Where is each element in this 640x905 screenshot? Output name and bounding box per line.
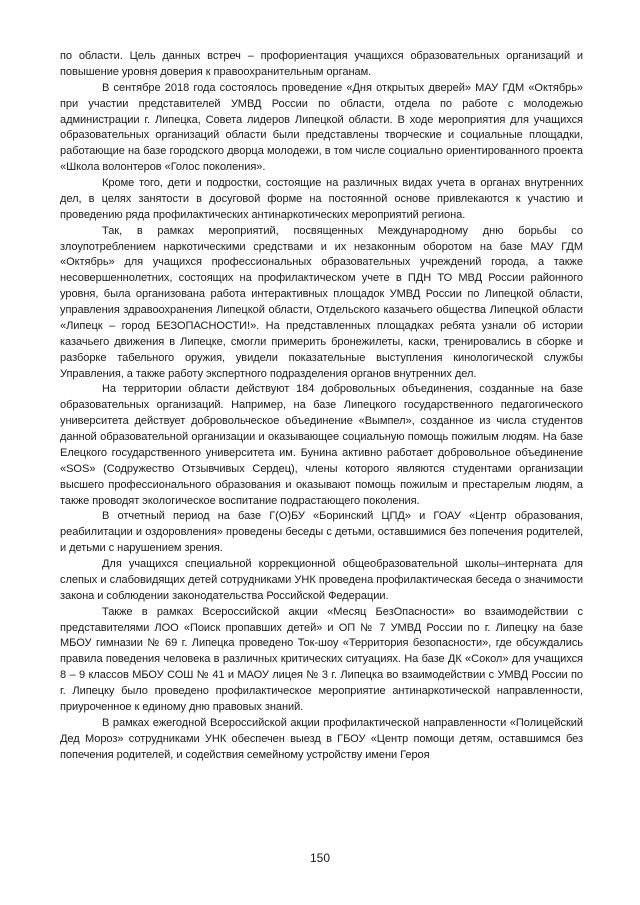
paragraph: Кроме того, дети и подростки, состоящие на различных видах учета в органах внутренних дел, в целях занятости в досуговой форме на постоянной основе привлекаются к участию и проведению ряда профилактических антинаркотических мероприятий региона. <box>60 177 583 221</box>
page-number: 150 <box>309 851 331 865</box>
paragraph: Также в рамках Всероссийской акции «Месяц БезОпасности» во взаимодействии с представителями ЛОО «Поиск пропавших детей» и ОП № 7 УМВД России по г. Липецку на базе МБОУ гимназии № 69 г. Липецка проведено Ток-шоу «Территория безопасности», где обсуждались правила поведения человека в различных критических ситуациях. На базе ДК «Сокол» для учащихся 8 – 9 классов МБОУ СОШ № 41 и МАОУ лицея № 3 г. Липецка во взаимодействии с УМВД России по г. Липецку было проведено профилактическое мероприятие антинаркотической направленности, приуроченное к единому дню правовых знаний. <box>60 605 583 713</box>
body-text <box>60 49 583 763</box>
paragraph: В сентябре 2018 года состоялось проведение «Дня открытых дверей» МАУ ГДМ «Октябрь» при участии представителей УМВД России по области, отдела по работе с молодежью администрации г. Липецка, Совета лидеров Липецкой области. В ходе мероприятия для учащихся образовательных организаций области были представлены творческие и социальные площадки, работающие на базе городского дворца молодежи, в том числе социально ориентированного проекта «Школа волонтеров «Голос поколения». <box>60 81 583 174</box>
paragraph: На территории области действуют 184 добровольных объединения, созданные на базе образовательных организаций. Например, на базе Липецкого государственного педагогического университета действует добровольческое объединение «Вымпел», созданное из числа студентов данной образовательной организации и оказывающее социальную помощь пожилым людям. На базе Елецкого государственного университета им. Бунина активно работает добровольное объединение «SOS» (Содружество Отзывчивых Сердец), члены которого являются студентами организации высшего профессионального образования и оказывают помощь пожилым и престарелым людям, а также проводят экологическое воспитание подрастающего поколения. <box>60 383 583 507</box>
paragraph: Так, в рамках мероприятий, посвященных Международному дню борьбы со злоупотреблением наркотическими средствами и их незаконным оборотом на базе МАУ ГДМ «Октябрь» для учащихся профессиональных образовательных учреждений города, а также несовершеннолетних, состоящих на профилактическом учете в ПДН ТО МВД России районного уровня, была организована работа интерактивных площадок УМВД России по Липецкой области, управления здравоохранения Липецкой области, Отдельского казачьего общества Липецкой области «Липецк – город БЕЗОПАСНОСТИ!». На представленных площадках ребята узнали об истории казачьего движения в Липецке, смогли примерить бронежилеты, каски, тренировались в сборке и разборке табельного оружия, увидели показательные выступления кинологической службы Управления, а также работу экспертного подразделения органов внутренних дел. <box>60 224 583 380</box>
paragraph: по области. Цель данных встреч – профориентация учащихся образовательных организаций и повышение уровня доверия к правоохранительным органам. <box>60 50 583 78</box>
paragraph: В отчетный период на базе Г(О)БУ «Боринский ЦПД» и ГОАУ «Центр образования, реабилитации и оздоровления» проведены беседы с детьми, оставшимися без попечения родителей, и детьми с нарушением зрения. <box>60 510 583 555</box>
paragraph: В рамках ежегодной Всероссийской акции профилактической направленности «Полицейский Дед Мороз» сотрудниками УНК обеспечен выезд в ГБОУ «Центр помощи детям, оставшимся без попечения родителей, и содействия семейному устройству имени Героя <box>60 716 583 761</box>
paragraph: Для учащихся специальной коррекционной общеобразовательной школы–интерната для слепых и слабовидящих детей сотрудниками УНК проведена профилактическая беседа о значимости закона и соблюдении законодательства Российской Федерации. <box>60 558 583 602</box>
